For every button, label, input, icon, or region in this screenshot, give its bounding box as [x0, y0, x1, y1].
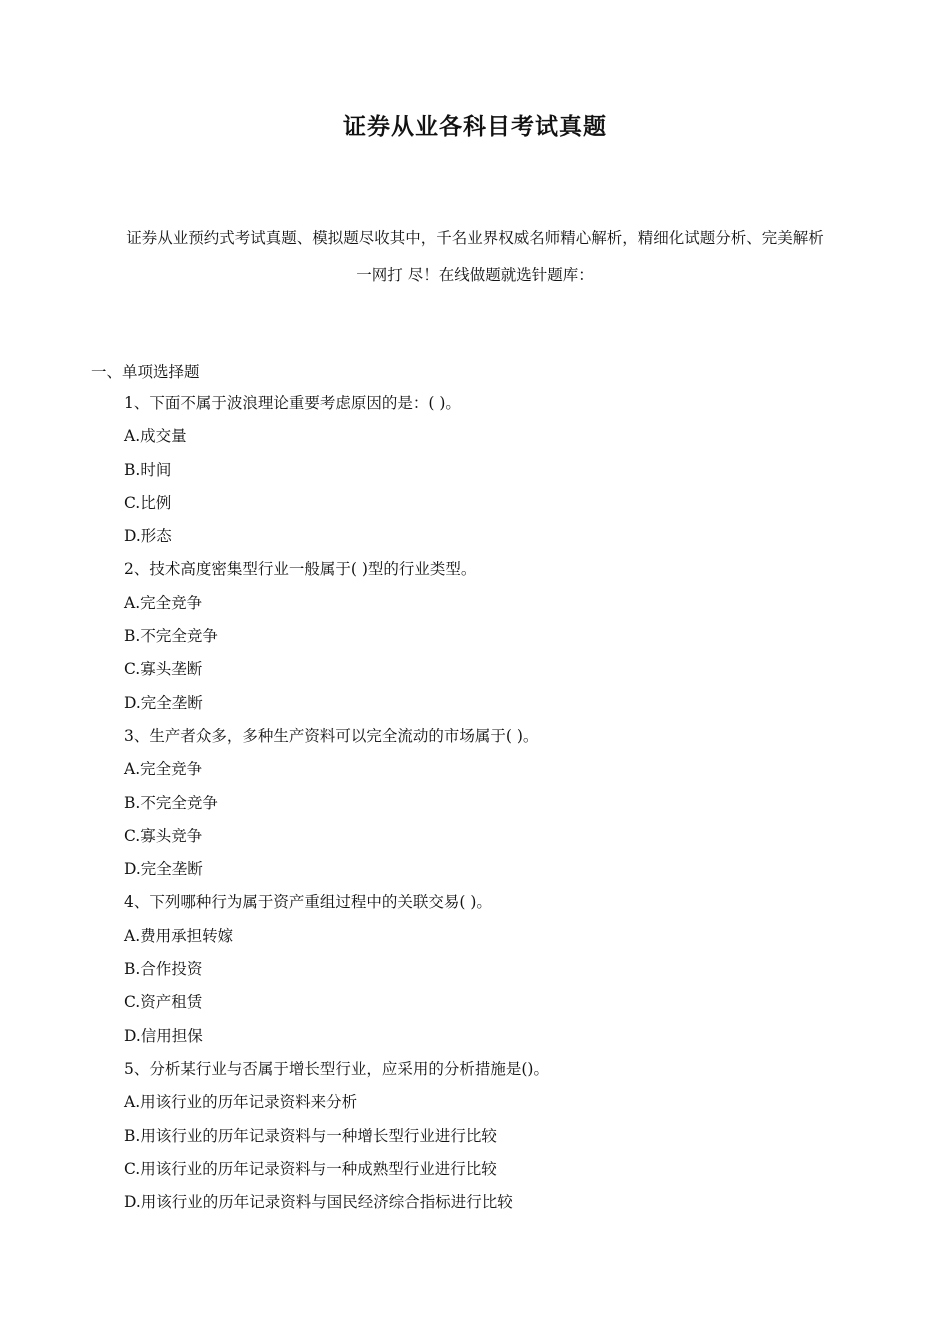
question-3-option-d: D.完全垄断 [124, 860, 203, 879]
question-5-option-b: B.用该行业的历年记录资料与一种增长型行业进行比较 [124, 1126, 497, 1145]
question-2-option-b: B.不完全竞争 [124, 627, 218, 646]
intro-line-1: 证券从业预约式考试真题、模拟题尽收其中，千名业界权威名师精心解析，精细化试题分析、完美解析 [126, 229, 824, 247]
question-4-option-b: B.合作投资 [124, 960, 203, 979]
question-1-option-d: D.形态 [124, 527, 172, 546]
question-1-stem: 1、下面不属于波浪理论重要考虑原因的是：( )。 [124, 394, 461, 412]
question-4-option-d: D.信用担保 [124, 1026, 203, 1045]
question-1-option-c: C.比例 [124, 493, 172, 512]
question-2-stem: 2、技术高度密集型行业一般属于( )型的行业类型。 [124, 560, 477, 579]
question-4-option-a: A.费用承担转嫁 [124, 926, 234, 945]
question-5-stem: 5、分析某行业与否属于增长型行业，应采用的分析措施是()。 [124, 1059, 549, 1078]
question-3-option-c: C.寡头竞争 [124, 826, 203, 845]
question-5-option-d: D.用该行业的历年记录资料与国民经济综合指标进行比较 [124, 1193, 513, 1212]
document-title: 证券从业各科目考试真题 [343, 114, 607, 140]
question-2-option-d: D.完全垄断 [124, 693, 203, 712]
question-4-option-c: C.资产租赁 [124, 993, 203, 1012]
question-3-stem: 3、生产者众多，多种生产资料可以完全流动的市场属于( )。 [124, 726, 539, 745]
question-5-option-c: C.用该行业的历年记录资料与一种成熟型行业进行比较 [124, 1159, 497, 1178]
question-3-option-b: B.不完全竞争 [124, 793, 218, 812]
section-heading: 一、单项选择题 [91, 363, 200, 381]
question-2-option-c: C.寡头垄断 [124, 660, 203, 679]
question-3-option-a: A.完全竞争 [124, 760, 203, 779]
question-1-option-a: A.成交量 [124, 427, 187, 446]
question-2-option-a: A.完全竞争 [124, 593, 203, 612]
question-5-option-a: A.用该行业的历年记录资料来分析 [124, 1093, 358, 1112]
question-4-stem: 4、下列哪种行为属于资产重组过程中的关联交易( )。 [124, 893, 492, 912]
question-list [0, 393, 950, 1225]
intro-line-2: 一网打 尽！在线做题就选针题库： [356, 266, 594, 284]
question-1-option-b: B.时间 [124, 460, 172, 479]
